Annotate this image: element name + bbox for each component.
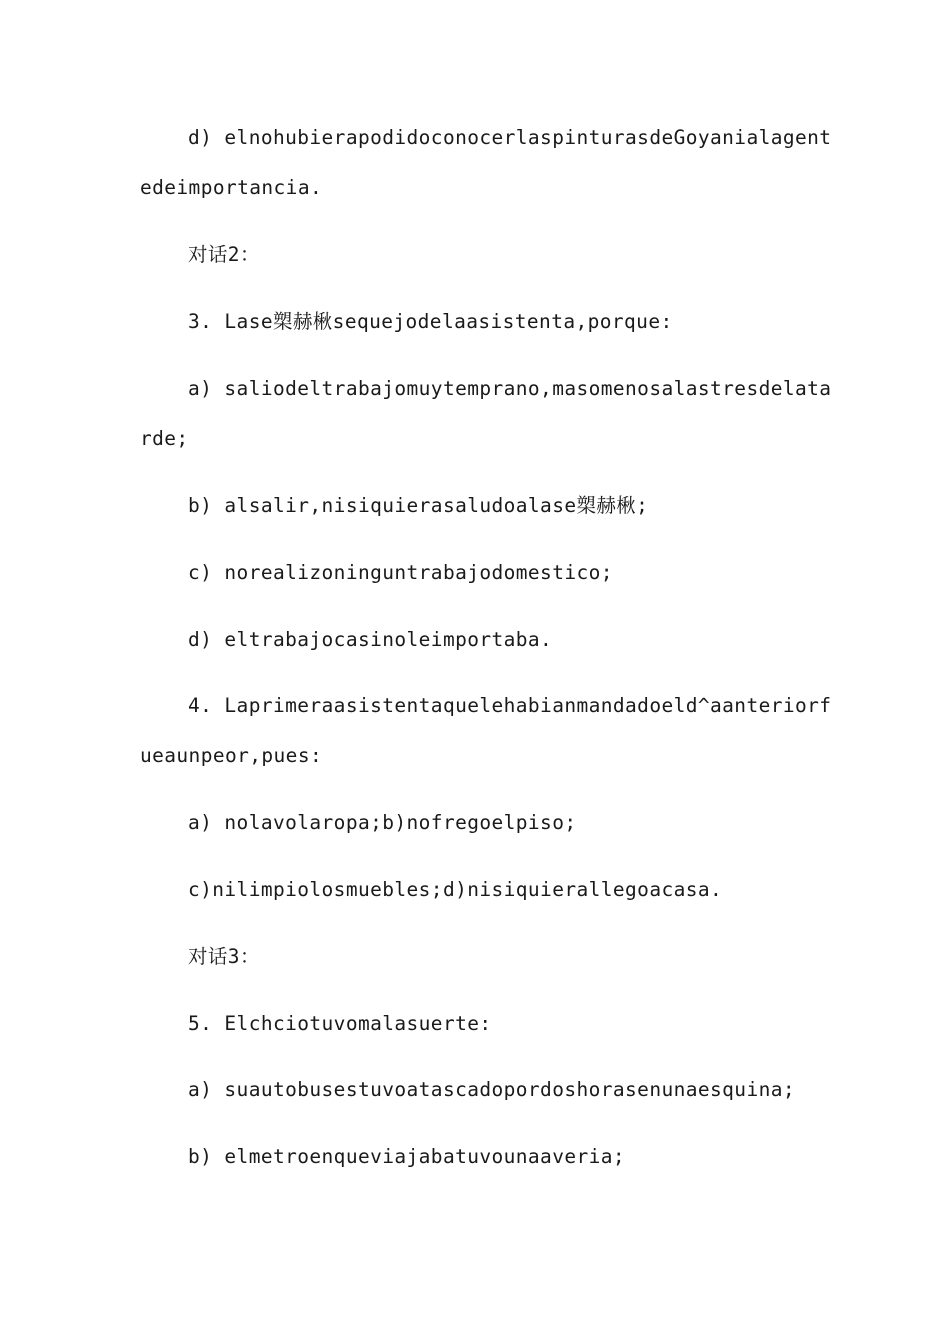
- options-ab-q4: a) nolavolaropa;b)nofregoelpiso;: [188, 811, 577, 834]
- dialogue-3-heading: 对话3：: [188, 945, 260, 968]
- option-a-q5: a) suautobusestuvoatascadopordoshorasenunaesquina;: [188, 1078, 795, 1101]
- option-c-q3: c) norealizoninguntrabajodomestico;: [188, 561, 613, 584]
- option-d-q2-line2: edeimportancia.: [140, 176, 323, 199]
- question-3: 3. Lase槊赫楸sequejodelaasistenta,porque:: [188, 310, 673, 333]
- question-4-line2: ueaunpeor,pues:: [140, 744, 323, 767]
- option-a-q3-line2: rde;: [140, 427, 189, 450]
- option-a-q3-line1: a) saliodeltrabajomuytemprano,masomenosalastresdelata: [188, 377, 832, 400]
- question-5: 5. Elchciotuvomalasuerte:: [188, 1012, 492, 1035]
- option-b-q3: b) alsalir,nisiquierasaludoalase槊赫楸;: [188, 494, 649, 517]
- question-4-line1: 4. Laprimeraasistentaquelehabianmandadoeld^aanteriorf: [188, 694, 832, 717]
- dialogue-2-heading: 对话2：: [188, 243, 260, 266]
- option-d-q3: d) eltrabajocasinoleimportaba.: [188, 628, 553, 651]
- options-cd-q4: c)nilimpiolosmuebles;d)nisiquierallegoacasa.: [188, 878, 723, 901]
- option-d-q2-line1: d) elnohubierapodidoconocerlaspinturasdeGoyanialagent: [188, 126, 832, 149]
- option-b-q5: b) elmetroenqueviajabatuvounaaveria;: [188, 1145, 626, 1168]
